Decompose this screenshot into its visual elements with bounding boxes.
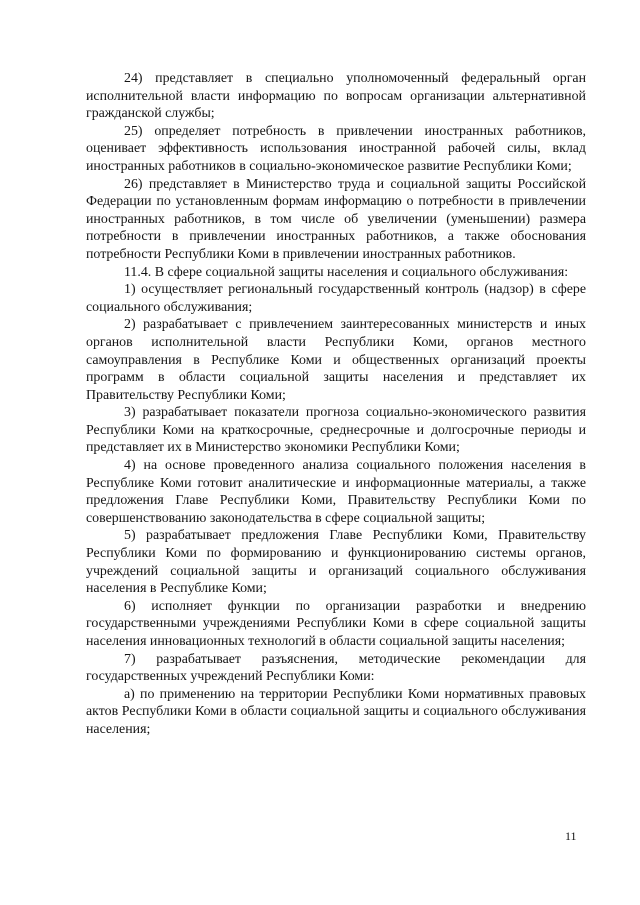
- document-text-body: [86, 70, 586, 739]
- paragraph-1: 1) осуществляет региональный государственный контроль (надзор) в сфере социального обслуживания;: [86, 282, 586, 315]
- paragraph-2: 2) разрабатывает с привлечением заинтересованных министерств и иных органов исполнительной власти Республики Коми, органов местного самоуправления в Республике Коми и общественных организаций проекты программ в области социальной защиты населения и представляет их Правительству Республики Коми;: [86, 317, 586, 403]
- paragraph-25: 25) определяет потребность в привлечении иностранных работников, оценивает эффективность использования иностранной рабочей силы, вклад иностранных работников в социально-экономическое развитие Республики Коми;: [86, 123, 586, 174]
- section-heading-11-4: 11.4. В сфере социальной защиты населения и социального обслуживания:: [124, 264, 569, 280]
- paragraph-6: 6) исполняет функции по организации разработки и внедрению государственными учреждениями Республики Коми в сфере социальной защиты населения инновационных технологий в области социальной защиты населения;: [86, 598, 586, 649]
- paragraph-7: 7) разрабатывает разъяснения, методические рекомендации для государственных учреждений Республики Коми:: [86, 651, 586, 685]
- paragraph-3: 3) разрабатывает показатели прогноза социально-экономического развития Республики Коми на краткосрочные, среднесрочные и долгосрочные периоды и представляет их в Министерство экономики Республики Коми;: [86, 405, 586, 456]
- paragraph-24: 24) представляет в специально уполномоченный федеральный орган исполнительной власти информацию по вопросам организации альтернативной гражданской службы;: [86, 71, 586, 122]
- paragraph-4: 4) на основе проведенного анализа социального положения населения в Республике Коми готовит аналитические и информационные материалы, а также предложения Главе Республики Коми, Правительству Республики Коми по совершенствованию законодательства в сфере социальной защиты;: [86, 458, 586, 526]
- page-number: 11: [565, 829, 577, 843]
- paragraph-5: 5) разрабатывает предложения Главе Республики Коми, Правительству Республики Коми по формированию и функционированию системы органов, учреждений социальной защиты и организаций социального обслуживания населения в Республике Коми;: [86, 528, 586, 597]
- paragraph-7a: а) по применению на территории Республики Коми нормативных правовых актов Республики Коми в области социальной защиты и социального обслуживания населения;: [86, 686, 586, 737]
- paragraph-26: 26) представляет в Министерство труда и социальной защиты Российской Федерации по установленным формам информацию о потребности в привлечении иностранных работников, в том числе об увеличении (уменьшении) размера потребности в привлечении иностранных работников, а также обоснования потребности Республики Коми в привлечении иностранных работников.: [86, 176, 586, 262]
